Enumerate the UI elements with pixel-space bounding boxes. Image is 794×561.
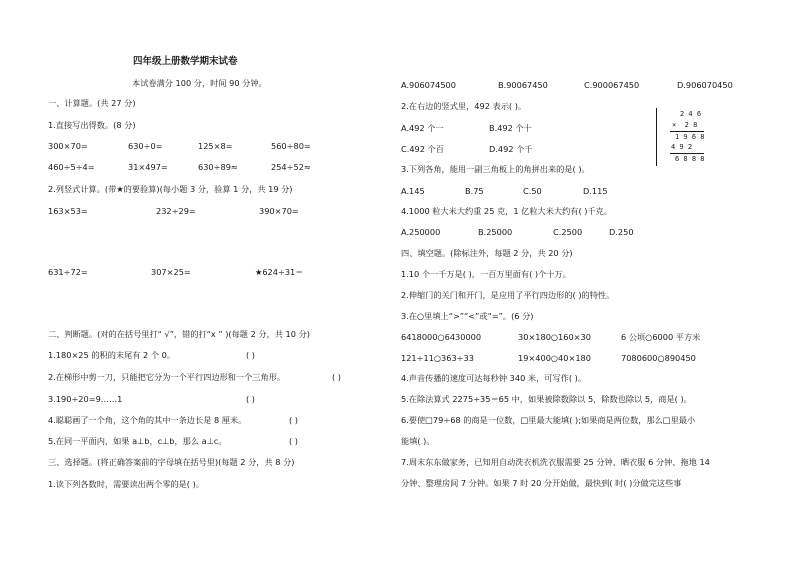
fill-item-7-cont: 分钟、整理房间 7 分钟。如果 7 时 20 分开始做，最快到( 时( )分做完这些事 [401, 478, 682, 488]
question-1-2: 2.列竖式计算。(带★的要验算)(每小题 3 分，验算 1 分，共 19 分) [48, 184, 293, 194]
vertical-calc-item: 163×53= [48, 206, 88, 216]
vertical-calc-item: 232÷29= [156, 206, 196, 216]
judge-item-1: 1.180×25 的积的末尾有 2 个 0。 [48, 350, 176, 360]
compare-item: 19×400○40×180 [518, 353, 591, 363]
question-1-1: 1.直接写出得数。(8 分) [48, 120, 136, 130]
calc-line: 6 8 8 8 [675, 155, 705, 163]
calc-line: 2 4 6 [680, 110, 702, 118]
mental-calc-item: 125×8= [198, 141, 233, 151]
section-3-heading: 三、选择题。(将正确答案前的字母填在括号里)(每题 2 分，共 8 分) [48, 457, 295, 467]
choice-option: A.492 个一 [401, 123, 444, 133]
choice-option: C.2500 [553, 227, 583, 237]
vertical-calc-item: ★624÷31＝ [255, 267, 304, 277]
calc-rule [670, 153, 704, 154]
choice-option: B.25000 [478, 227, 513, 237]
choice-option: B.90067450 [498, 80, 548, 90]
judge-item-3: 3.190÷20=9……1 [48, 394, 123, 404]
mental-calc-item: 630÷89≈ [198, 162, 238, 172]
judge-item-5: 5.在同一平面内，如果 a⊥b，c⊥b，那么 a⊥c。 [48, 436, 227, 446]
section-1-heading: 一、计算题。(共 27 分) [48, 98, 136, 108]
vertical-multiplication [648, 108, 706, 164]
compare-item: 7080600○890450 [621, 353, 696, 363]
answer-bracket: ( ) [246, 394, 255, 404]
choice-item-4: 4.1000 粒大米大约重 25 克，1 亿粒大米大约有( )千克。 [401, 206, 613, 216]
fill-item-6-cont: 能填( )。 [401, 436, 435, 446]
compare-item: 121÷11○363÷33 [401, 353, 474, 363]
fill-item-1: 1.10 个一千万是( )，一百万里面有( )个十万。 [401, 269, 571, 279]
judge-item-4: 4.聪聪画了一个角，这个角的其中一条边长是 8 厘米。 [48, 415, 247, 425]
mental-calc-item: 560÷80= [271, 141, 311, 151]
section-2-heading: 二、判断题。(对的在括号里打“ √”，错的打“x ” )(每题 2 分，共 10 分) [48, 329, 310, 339]
compare-item: 6418000○6430000 [401, 332, 482, 342]
fill-item-6: 6.要使□79÷68 的商是一位数，□里最大能填( );如果商是两位数，那么□里最小 [401, 415, 696, 425]
mental-calc-item: 254÷52≈ [271, 162, 311, 172]
choice-option: D.250 [609, 227, 634, 237]
choice-option: B.492 个十 [489, 123, 532, 133]
bracket-line [656, 108, 657, 166]
vertical-calc-item: 307×25= [151, 267, 191, 277]
compare-item: 6 公顷○6000 平方米 [621, 332, 701, 342]
vertical-calc-item: 631÷72= [48, 267, 88, 277]
exam-subtitle: 本试卷满分 100 分，时间 90 分钟。 [132, 78, 267, 88]
choice-item-1: 1.读下列各数时，需要读出两个零的是( )。 [48, 479, 204, 489]
choice-option: C.50 [523, 186, 542, 196]
section-4-heading: 四、填空题。(除标注外，每题 2 分，共 20 分) [401, 248, 573, 258]
mental-calc-item: 460÷5÷4= [48, 162, 95, 172]
answer-bracket: ( ) [289, 436, 298, 446]
vertical-calc-item: 390×70= [259, 206, 299, 216]
compare-item: 30×180○160×30 [518, 332, 591, 342]
choice-item-2: 2.在右边的竖式里，492 表示( )。 [401, 101, 527, 111]
calc-rule [670, 131, 704, 132]
choice-option: A.906074500 [401, 80, 456, 90]
calc-line: 4 9 2 [671, 143, 693, 151]
choice-option: B.75 [465, 186, 484, 196]
choice-option: D.492 个千 [489, 144, 533, 154]
mental-calc-item: 31×497= [128, 162, 168, 172]
mental-calc-item: 630÷0= [128, 141, 163, 151]
choice-option: C.492 个百 [401, 144, 444, 154]
fill-item-2: 2.伸缩门的关门和开门，是应用了平行四边形的( )的特性。 [401, 290, 615, 300]
choice-item-3: 3.下列各角，能用一副三角板上的角拼出来的是( )。 [401, 164, 590, 174]
mental-calc-item: 300×70= [48, 141, 88, 151]
choice-option: A.145 [401, 186, 425, 196]
judge-item-2: 2.在梯形中剪一刀，只能把它分为一个平行四边形和一个三角形。 [48, 372, 286, 382]
choice-option: D.115 [583, 186, 608, 196]
choice-option: A.250000 [401, 227, 441, 237]
choice-option: D.906070450 [677, 80, 733, 90]
choice-option: C.900067450 [584, 80, 640, 90]
exam-title: 四年级上册数学期末试卷 [133, 56, 238, 67]
calc-line: 1 9 6 8 [675, 133, 705, 141]
calc-line: × 2 8 [672, 121, 698, 129]
fill-item-5: 5.在除法算式 2275÷35＝65 中，如果被除数除以 5，除数也除以 5，商是( )。 [401, 394, 692, 404]
fill-item-3: 3.在○里填上“>”“<”或“=”。(6 分) [401, 311, 534, 321]
answer-bracket: ( ) [332, 372, 341, 382]
answer-bracket: ( ) [289, 415, 298, 425]
answer-bracket: ( ) [246, 350, 255, 360]
fill-item-4: 4.声音传播的速度可达每秒钟 340 米，可写作( )。 [401, 373, 587, 383]
fill-item-7: 7.周末东东做家务，已知用自动洗衣机洗衣服需要 25 分钟、晒衣服 6 分钟、拖地 14 [401, 457, 710, 467]
